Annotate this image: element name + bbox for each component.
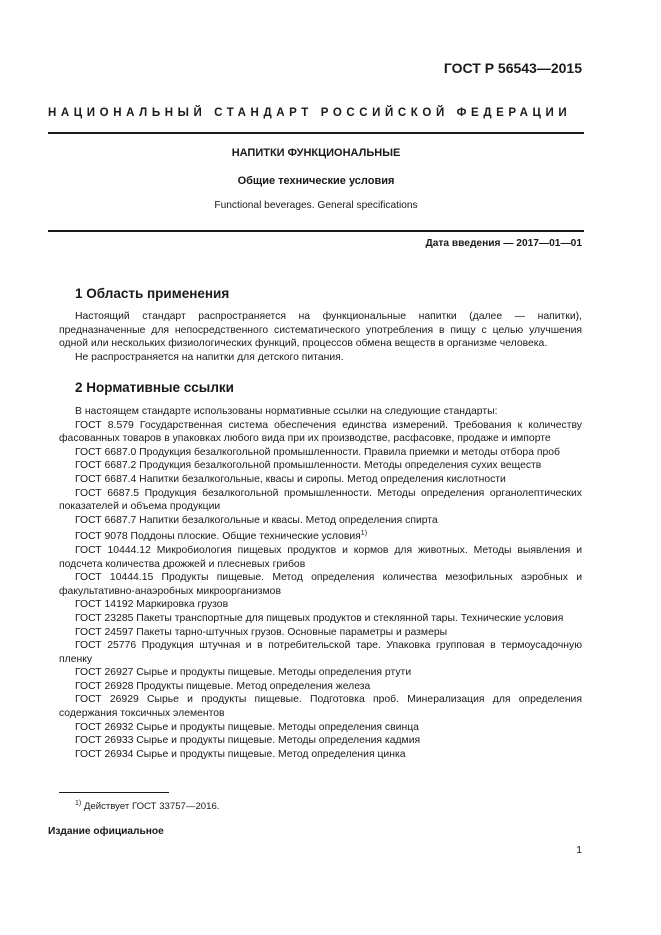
section-1-paragraph: Не распространяется на напитки для детского питания. (75, 351, 344, 363)
reference-item: ГОСТ 10444.15 Продукты пищевые. Метод определения количества мезофильных аэробных и факультативно-анаэробных микроорганизмов (59, 572, 582, 597)
section-1-heading: 1 Область применения (75, 286, 230, 301)
national-standard-banner: НАЦИОНАЛЬНЫЙ СТАНДАРТ РОССИЙСКОЙ ФЕДЕРАЦИИ (48, 107, 572, 119)
reference-item: ГОСТ 14192 Маркировка грузов (75, 599, 229, 611)
reference-item: ГОСТ 6687.0 Продукция безалкогольной промышленности. Правила приемки и методы отбора проб (75, 446, 560, 458)
section-2-body (59, 405, 582, 761)
official-edition-label: Издание официальное (48, 826, 164, 837)
document-subtitle: Общие технические условия (237, 175, 395, 187)
reference-item: ГОСТ 24597 Пакеты тарно-штучных грузов. Основные параметры и размеры (75, 626, 448, 638)
reference-item: ГОСТ 23285 Пакеты транспортные для пищевых продуктов и стеклянной тары. Технические условия (75, 612, 564, 624)
reference-item: ГОСТ 6687.7 Напитки безалкогольные и квасы. Метод определения спирта (75, 514, 438, 526)
section-1-paragraph: Настоящий стандарт распространяется на функциональные напитки (далее — напитки), предназначенные для непосредственного систематического употребления в пищу с целью улучшения одной или нескольких физиологических функций, процессов обмена веществ в организме человека. (59, 311, 582, 350)
english-title: Functional beverages. General specifications (214, 200, 418, 211)
section-1-body (59, 310, 582, 364)
reference-item: ГОСТ 26928 Продукты пищевые. Метод определения железа (75, 680, 371, 692)
reference-item: ГОСТ 26934 Сырье и продукты пищевые. Метод определения цинка (75, 748, 406, 760)
header-rule (48, 132, 584, 134)
reference-item: ГОСТ 8.579 Государственная система обеспечения единства измерений. Требования к количеству фасованных товаров в упаковках любого вида при их производстве, расфасовке, продаже и импорте (59, 419, 582, 445)
footnote-rule (59, 792, 169, 793)
document-title: НАПИТКИ ФУНКЦИОНАЛЬНЫЕ (231, 147, 401, 159)
footnote (75, 800, 219, 812)
reference-item: ГОСТ 26929 Сырье и продукты пищевые. Подготовка проб. Минерализация для определения содержания токсичных элементов (59, 694, 582, 720)
reference-item: ГОСТ 26933 Сырье и продукты пищевые. Методы определения кадмия (75, 735, 421, 747)
introduction-date: Дата введения — 2017—01—01 (425, 238, 582, 249)
reference-item: ГОСТ 6687.5 Продукция безалкогольной промышленности. Методы определения органолептических показателей и объема продукции (59, 487, 582, 513)
footnote-text: Действует ГОСТ 33757—2016. (83, 801, 220, 812)
footnote-marker[interactable]: 1) (360, 530, 368, 538)
reference-item: ГОСТ 26927 Сырье и продукты пищевые. Методы определения ртути (75, 667, 412, 679)
page-number: 1 (576, 845, 582, 856)
reference-text: ГОСТ 9078 Поддоны плоские. Общие технические условия (75, 531, 361, 543)
reference-item: ГОСТ 26932 Сырье и продукты пищевые. Методы определения свинца (75, 721, 419, 733)
section-2-heading: 2 Нормативные ссылки (75, 380, 234, 395)
title-rule (48, 230, 584, 232)
reference-item: ГОСТ 25776 Продукция штучная и в потребительской таре. Упаковка групповая в термоусадочную пленку (59, 640, 582, 665)
reference-item: ГОСТ 10444.12 Микробиология пищевых продуктов и кормов для животных. Методы выявления и подсчета количества дрожжей и плесневых грибов (59, 544, 582, 570)
footnote-number: 1) (75, 800, 82, 807)
document-number: ГОСТ Р 56543—2015 (443, 60, 582, 76)
reference-item-with-footnote (59, 527, 582, 544)
references-intro: В настоящем стандарте использованы нормативные ссылки на следующие стандарты: (75, 406, 498, 417)
reference-item: ГОСТ 6687.2 Продукция безалкогольной промышленности. Методы определения сухих веществ (75, 460, 542, 472)
reference-item: ГОСТ 6687.4 Напитки безалкогольные, квасы и сиропы. Метод определения кислотности (75, 473, 506, 485)
